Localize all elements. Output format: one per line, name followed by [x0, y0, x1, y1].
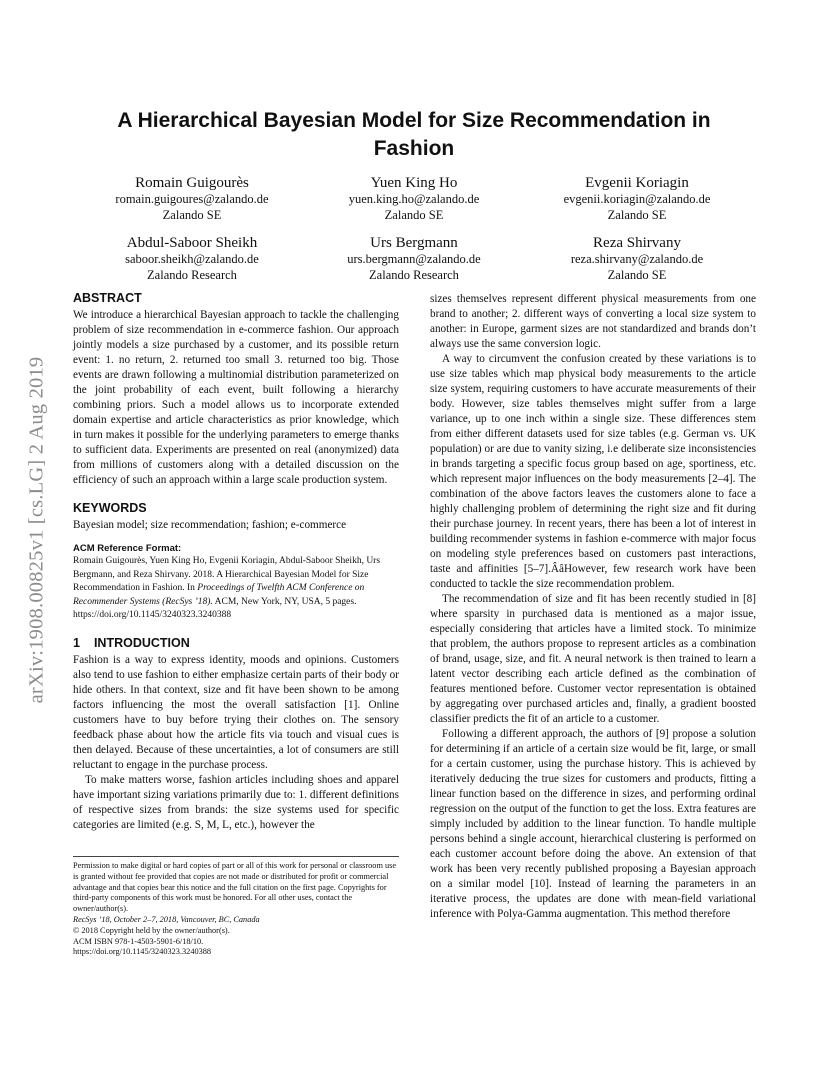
author-email: yuen.king.ho@zalando.de [348, 192, 480, 206]
author-block [522, 234, 752, 283]
author-email: romain.guigoures@zalando.de [115, 192, 269, 206]
doi-line: https://doi.org/10.1145/3240323.3240388 [73, 947, 212, 957]
author-email: evgenii.koriagin@zalando.de [563, 192, 711, 206]
author-block [77, 234, 307, 283]
author-name: Urs Bergmann [370, 235, 458, 251]
section-title: INTRODUCTION [93, 635, 190, 650]
author-name: Evgenii Koriagin [585, 175, 689, 191]
abstract-text: We introduce a hierarchical Bayesian approach to tackle the challenging problem of size recommendation in e-commerce fashion. Our approach jointly models a size purchased by a customer, and its possible return event: 1. no return, 2. returned too small 3. returned too big. Those events are drawn following a multinomial distribution parameterized on the joint probability of each event, built following a hierarchy combining priors. Such a model allows us to incorporate extended domain expertise and article characteristics as prior knowledge, which in turn makes it possible for the underlying parameters to emerge thanks to sufficient data. Experiments are presented on real (anonymized) data from millions of customers along with a detailed discussion on the efficiency of such an approach within a large scale production system. [73, 309, 399, 486]
author-block [77, 174, 307, 223]
footnote-rule [73, 856, 399, 857]
author-name: Romain Guigourès [135, 175, 249, 191]
author-affiliation: Zalando SE [607, 267, 667, 282]
introduction-heading [73, 635, 399, 651]
author-affiliation: Zalando SE [607, 207, 667, 222]
arxiv-identifier [24, 290, 50, 770]
author-block [299, 174, 529, 223]
copyright-line: © 2018 Copyright held by the owner/author(s). [73, 925, 230, 935]
acm-reference-text [73, 555, 399, 623]
author-name: Reza Shirvany [593, 235, 681, 251]
permission-text: Permission to make digital or hard copies of part or all of this work for personal or classroom use is granted without fee provided that copies are not made or distributed for profit or commercial advantage and that copies bear this notice and the full citation on the first page. Copyrights for third-party components of this work must be honored. For all other uses, contact the owner/author(s). [73, 861, 397, 914]
author-affiliation: Zalando SE [162, 207, 222, 222]
left-column [73, 290, 399, 833]
author-affiliation: Zalando Research [369, 267, 459, 282]
author-affiliation: Zalando SE [384, 207, 444, 222]
arxiv-identifier-text: arXiv:1908.00825v1 [cs.LG] 2 Aug 2019 [25, 356, 48, 704]
introduction-paragraph: Fashion is a way to express identity, moods and opinions. Customers also tend to use fashion to either emphasize certain parts of their body or hide others. In that context, size and fit have been shown to be among factors influencing the most the overall satisfaction [1]. Online customers have to buy before trying their clothes on. The sensory feedback phase about how the article fits via touch and visual cues is then delayed. Because of these uncertainties, a lot of consumers are still reluctant to engage in the purchase process. [73, 653, 399, 771]
author-email: saboor.sheikh@zalando.de [125, 252, 259, 266]
right-column [430, 292, 756, 922]
copyright-footnote [73, 861, 399, 958]
author-email: urs.bergmann@zalando.de [347, 252, 481, 266]
isbn-line: ACM ISBN 978-1-4503-5901-6/18/10. [73, 936, 204, 946]
author-block [522, 174, 752, 223]
author-name: Yuen King Ho [370, 175, 458, 191]
author-email: reza.shirvany@zalando.de [570, 252, 704, 266]
body-paragraph: sizes themselves represent different physical measurements from one brand to another; 2. different ways of converting a local size system to another: in Europe, garment sizes are not standardized and brands don’t always use the same conversion logic. [430, 293, 756, 350]
introduction-paragraph: To make matters worse, fashion articles including shoes and apparel have important sizing variations primarily due to: 1. different definitions of respective sizes from brands: the size systems used for specific categories are limited (e.g. S, M, L, etc.), however the [73, 773, 399, 831]
abstract-heading: ABSTRACT [73, 291, 142, 305]
body-paragraph: The recommendation of size and fit has been recently studied in [8] where sparsity in purchased data is mentioned as a major issue, especially considering that articles have a limited stock. To minimize that problem, the authors propose to represent articles as a combination of brand, usage, size, and fit. A neural network is then trained to learn a latent vector describing each article defined as the combination of features mentioned before. Customer vector representation is obtained by aggregating over purchased articles and, finally, a gradient boosted classifier predicts the fit of an article to a customer. [430, 593, 756, 725]
author-affiliation: Zalando Research [147, 267, 237, 282]
author-name: Abdul-Saboor Sheikh [126, 235, 258, 251]
acm-reference-venue: Proceedings of Twelfth ACM Conference on Recommender Systems (RecSys ’18). [73, 583, 365, 607]
acm-reference-authors: Romain Guigourès, Yuen King Ho, Evgenii Koriagin, Abdul-Saboor Sheikh, Urs Bergmann, and Reza Shirvany. 2018. A Hierarchical Bayesian Model for Size Recommendation in Fashion. In [73, 556, 381, 593]
body-paragraph: Following a different approach, the authors of [9] propose a solution for determining if an article of a certain size would be fit, large, or small for a certain customer, using the purchase history. This is achieved by iteratively deducing the true sizes for customers and products, fitting a linear function based on the difference in sizes, and performing ordinal regression on the output of the function to get the loss. Extra features are simply included by addition to the linear function. To handle multiple persons behind a single account, hierarchical clustering is performed on each customer account before doing the above. An extension of that work has been very recently published proposing a Bayesian approach on a similar model [10]. Instead of learning the parameters in an iterative process, the updates are done with mean-field variational inference with Polya-Gamma augmentation. This method therefore [430, 728, 756, 920]
acm-reference-heading: ACM Reference Format: [73, 543, 182, 554]
acm-reference-tail: ACM, New York, NY, USA, 5 pages. https://doi.org/10.1145/3240323.3240388 [73, 596, 357, 620]
body-paragraph: A way to circumvent the confusion created by these variations is to use size tables which map physical body measurements to the article size system, requiring customers to have accurate measurements of their body. However, size tables themselves might suffer from a large variance, up to one inch within a single size. These differences stem from either different datasets used for size tables (e.g. German vs. UK population) or are due to vanity sizing, i.e deliberate size inconsistencies in brands targeting a specific focus group based on age, sportiness, etc. which represent major influences on the body measurements [2–4]. The combination of the above factors leaves the customers alone to face a highly challenging problem of determining the right size and fit during their purchase journey. In recent years, there has been a lot of interest in building recommender systems in fashion e-commerce with major focus on modeling style preferences based on customers past interactions, taste and affinities [5–7].ÂâHowever, few research work have been conducted to tackle the size recommendation problem. [430, 353, 756, 590]
author-block [299, 234, 529, 283]
section-number: 1 [73, 635, 80, 650]
keywords-heading: KEYWORDS [73, 501, 147, 515]
keywords-text: Bayesian model; size recommendation; fashion; e-commerce [73, 519, 347, 531]
conference-line: RecSys ’18, October 2–7, 2018, Vancouver, BC, Canada [73, 914, 260, 924]
paper-title: A Hierarchical Bayesian Model for Size Recommendation in Fashion [117, 109, 711, 160]
